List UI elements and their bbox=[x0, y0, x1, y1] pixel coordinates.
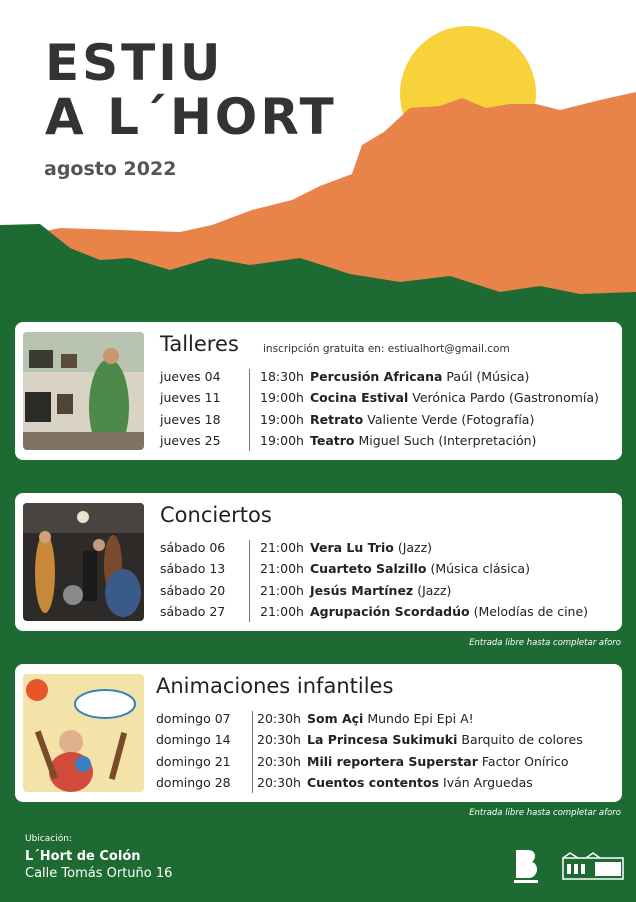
row-day: jueves 25 bbox=[160, 432, 221, 448]
registration-note: inscripción gratuita en: estiualhort@gmail.com bbox=[263, 343, 510, 355]
row-time: 19:00h bbox=[260, 390, 304, 406]
row-day: domingo 28 bbox=[156, 774, 231, 790]
row-day: sábado 20 bbox=[160, 582, 226, 598]
hort-de-colon-logo bbox=[562, 852, 624, 880]
section-title: Animaciones infantiles bbox=[156, 674, 394, 698]
row-day: sábado 13 bbox=[160, 561, 226, 577]
row-event: Jesús Martínez bbox=[310, 582, 414, 598]
row-time: 19:00h bbox=[260, 411, 304, 427]
section-card-talleres bbox=[15, 322, 622, 460]
event-date: agosto 2022 bbox=[44, 158, 177, 180]
row-event: Vera Lu Trio bbox=[310, 540, 394, 555]
row-day: sábado 27 bbox=[160, 603, 226, 619]
row-detail: Barquito de colores bbox=[461, 732, 583, 748]
entry-note: Entrada libre hasta completar aforo bbox=[469, 638, 621, 648]
location-name: L´Hort de Colón bbox=[25, 849, 141, 864]
row-day: jueves 11 bbox=[160, 390, 221, 406]
row-day: jueves 04 bbox=[160, 369, 221, 384]
row-detail: (Melodías de cine) bbox=[473, 603, 589, 619]
kids-show-photo bbox=[23, 674, 144, 792]
section-title: Talleres bbox=[160, 332, 239, 356]
row-event: Cuarteto Salzillo bbox=[310, 561, 427, 577]
row-time: 21:00h bbox=[260, 582, 304, 598]
row-time: 20:30h bbox=[257, 711, 301, 726]
row-event: Retrato bbox=[310, 411, 364, 427]
section-title: Conciertos bbox=[160, 503, 272, 527]
divider-line bbox=[249, 369, 250, 451]
row-time: 20:30h bbox=[257, 753, 301, 769]
section-card-conciertos bbox=[15, 493, 622, 631]
row-time: 20:30h bbox=[257, 774, 301, 790]
page-title-line2: A L´HORT bbox=[45, 88, 337, 146]
row-event: Mili reportera Superstar bbox=[307, 753, 478, 769]
row-day: jueves 18 bbox=[160, 411, 221, 427]
row-event: Cuentos contentos bbox=[307, 774, 440, 790]
row-event: Cocina Estival bbox=[310, 390, 409, 406]
row-event: Percusión Africana bbox=[310, 369, 443, 384]
row-event: Teatro bbox=[310, 432, 355, 448]
location-label: Ubicación: bbox=[25, 834, 72, 844]
concert-photo bbox=[23, 503, 144, 621]
row-time: 21:00h bbox=[260, 603, 304, 619]
row-detail: Miguel Such (Interpretación) bbox=[358, 432, 537, 448]
workshop-photo bbox=[23, 332, 144, 450]
divider-line bbox=[252, 711, 253, 793]
row-day: domingo 21 bbox=[156, 753, 231, 769]
row-detail: Factor Onírico bbox=[481, 753, 569, 769]
row-event: Som Açi bbox=[307, 711, 364, 726]
row-day: domingo 07 bbox=[156, 711, 231, 726]
row-detail: Valiente Verde (Fotografía) bbox=[367, 411, 535, 427]
entry-note: Entrada libre hasta completar aforo bbox=[469, 808, 621, 818]
row-time: 19:00h bbox=[260, 432, 304, 448]
row-time: 21:00h bbox=[260, 561, 304, 577]
row-time: 21:00h bbox=[260, 540, 304, 555]
cultura-benidorm-logo bbox=[512, 848, 540, 884]
row-detail: Paúl (Música) bbox=[446, 369, 530, 384]
row-detail: (Jazz) bbox=[417, 582, 452, 598]
row-day: domingo 14 bbox=[156, 732, 231, 748]
section-card-animaciones bbox=[15, 664, 622, 802]
row-event: La Princesa Sukimuki bbox=[307, 732, 458, 748]
row-event: Agrupación Scordadúo bbox=[310, 603, 470, 619]
row-detail: Mundo Epi Epi A! bbox=[367, 711, 474, 726]
location-address: Calle Tomás Ortuño 16 bbox=[25, 866, 173, 881]
row-detail: (Música clásica) bbox=[430, 561, 530, 577]
row-time: 18:30h bbox=[260, 369, 304, 384]
row-detail: (Jazz) bbox=[397, 540, 433, 555]
row-time: 20:30h bbox=[257, 732, 301, 748]
page-title-line1: ESTIU bbox=[45, 34, 224, 92]
divider-line bbox=[249, 540, 250, 622]
row-detail: Iván Arguedas bbox=[443, 774, 533, 790]
row-day: sábado 06 bbox=[160, 540, 226, 555]
row-detail: Verónica Pardo (Gastronomía) bbox=[412, 390, 599, 406]
